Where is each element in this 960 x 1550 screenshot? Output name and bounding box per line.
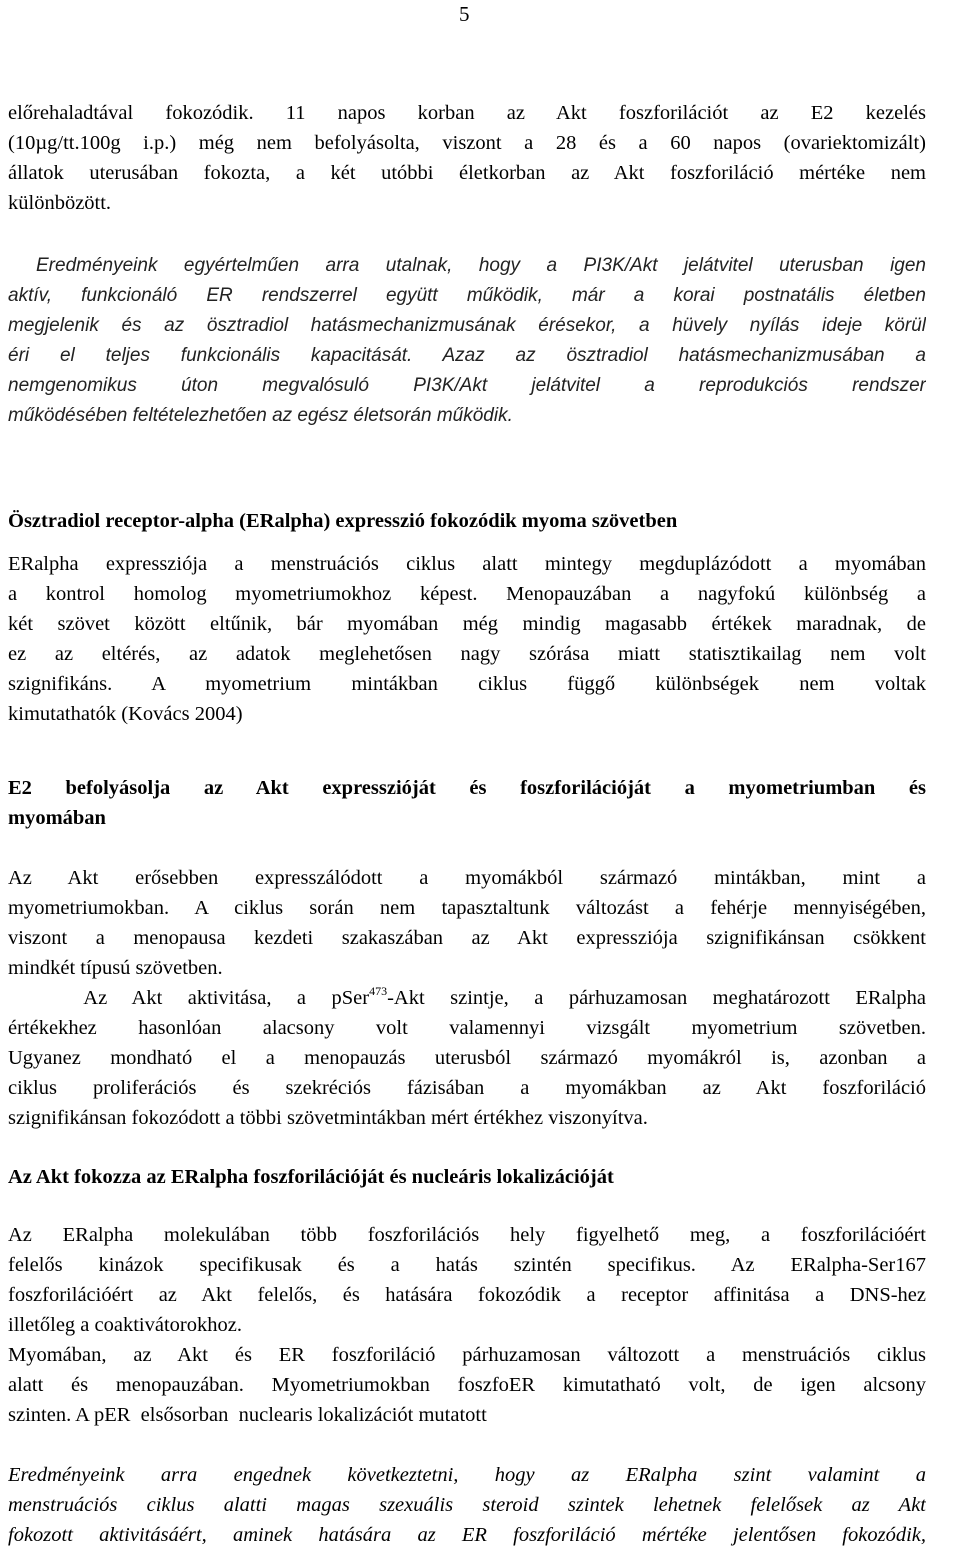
text-line: Myomában, az Akt és ER foszforiláció párhuzamosan változott a menstruációs ciklus (8, 1344, 926, 1366)
text-line: a kontrol homolog myometriumokhoz képest. Menopauzában a nagyfokú különbség a (8, 583, 926, 605)
text-line: ERalpha expressziója a menstruációs ciklus alatt mintegy megduplázódott a myomában (8, 553, 926, 575)
text-line: fokozott aktivitásáért, aminek hatására az ER foszforiláció mértéke jelentősen fokozódik, (8, 1524, 926, 1546)
text-line: két szövet között eltűnik, bár myomában még mindig magasabb értékek maradnak, de (8, 613, 926, 635)
text-line: szignifikáns. A myometrium mintákban ciklus függő különbségek nem voltak (8, 673, 926, 695)
paragraph-7 (8, 1340, 926, 1430)
paragraph-1 (8, 98, 926, 218)
section-heading-akt-eralpha (8, 1162, 926, 1192)
paragraph-4 (8, 863, 926, 983)
text-line: aktív, funkcionáló ER rendszerrel együtt működik, már a korai postnatális életben (8, 285, 926, 306)
paragraph-6 (8, 1220, 926, 1340)
text-line: működésében feltételezhetően az egész életsorán működik. (8, 405, 513, 426)
text-segment: -Akt szintje, a párhuzamosan meghatározott ERalpha (387, 987, 926, 1009)
text-line: megjelenik és az ösztradiol hatásmechanizmusának érésekor, a hüvely nyílás ideje körül (8, 315, 926, 336)
heading-line: E2 befolyásolja az Akt expresszióját és foszforilációját a myometriumban és (8, 777, 926, 799)
paragraph-3 (8, 549, 926, 729)
text-line (8, 983, 926, 1013)
text-line: viszont a menopausa kezdeti szakaszában az Akt expressziója szignifikánsan csökkent (8, 927, 926, 949)
superscript: 473 (369, 984, 388, 998)
heading-line: myomában (8, 807, 106, 829)
text-line: Az Akt erősebben expresszálódott a myomákból származó mintákban, mint a (8, 867, 926, 889)
text-line: menstruációs ciklus alatti magas szexuális steroid szintek lehetnek felelősek az Akt (8, 1494, 926, 1516)
text-line: szinten. A pER elsősorban nuclearis lokalizációt mutatott (8, 1404, 487, 1426)
text-line: ciklus proliferációs és szekréciós fázisában a myomákban az Akt foszforiláció (8, 1077, 926, 1099)
text-line: mindkét típusú szövetben. (8, 957, 223, 979)
text-line: előrehaladtával fokozódik. 11 napos korban az Akt foszforilációt az E2 kezelés (8, 102, 926, 124)
text-line: ez az eltérés, az adatok meglehetősen nagy szórása miatt statisztikailag nem volt (8, 643, 926, 665)
paragraph-2-italic (8, 251, 926, 431)
text-line: myometriumokban. A ciklus során nem tapasztaltunk változást a fehérje mennyiségében, (8, 897, 926, 919)
text-line: nemgenomikus úton megvalósuló PI3K/Akt jelátvitel a reprodukciós rendszer (8, 375, 926, 396)
paragraph-8-italic (8, 1460, 926, 1550)
text-line: alatt és menopauzában. Myometriumokban foszfoER kimutatható volt, de igen alcsony (8, 1374, 926, 1396)
text-line: (10µg/tt.100g i.p.) még nem befolyásolta, viszont a 28 és a 60 napos (ovariektomizált) (8, 132, 926, 154)
section-heading-e2-akt (8, 773, 926, 833)
text-line: Az ERalpha molekulában több foszforilációs hely figyelhető meg, a foszforilációért (8, 1224, 926, 1246)
text-line: kimutathatók (Kovács 2004) (8, 703, 243, 725)
text-line: foszforilációért az Akt felelős, és hatására fokozódik a receptor affinitása a DNS-hez (8, 1284, 926, 1306)
text-line: állatok uterusában fokozta, a két utóbbi életkorban az Akt foszforiláció mértéke nem (8, 162, 926, 184)
text-line: Eredményeink arra engednek következtetni, hogy az ERalpha szint valamint a (8, 1464, 926, 1486)
text-line: értékekhez hasonlóan alacsony volt valamennyi vizsgált myometrium szövetben. (8, 1017, 926, 1039)
text-line: különbözött. (8, 192, 112, 214)
heading-line: Az Akt fokozza az ERalpha foszforilációját és nucleáris lokalizációját (8, 1166, 614, 1188)
page-number: 5 (459, 2, 470, 26)
paragraph-5 (8, 983, 926, 1133)
text-line: Ugyanez mondható el a menopauzás uterusból származó myomákról is, azonban a (8, 1047, 926, 1069)
text-line: illetőleg a coaktivátorokhoz. (8, 1314, 242, 1336)
text-segment: Az Akt aktivitása, a pSer (8, 987, 370, 1009)
text-line: Eredményeink egyértelműen arra utalnak, hogy a PI3K/Akt jelátvitel uterusban igen (36, 255, 926, 276)
text-line: éri el teljes funkcionális kapacitását. Azaz az ösztradiol hatásmechanizmusában a (8, 345, 926, 366)
section-heading-eralpha (8, 506, 926, 536)
heading-line: Ösztradiol receptor-alpha (ERalpha) expresszió fokozódik myoma szövetben (8, 510, 678, 532)
text-line: szignifikánsan fokozódott a többi szövetmintákban mért értékhez viszonyítva. (8, 1107, 648, 1129)
text-line: felelős kinázok specifikusak és a hatás szintén specifikus. Az ERalpha-Ser167 (8, 1254, 926, 1276)
